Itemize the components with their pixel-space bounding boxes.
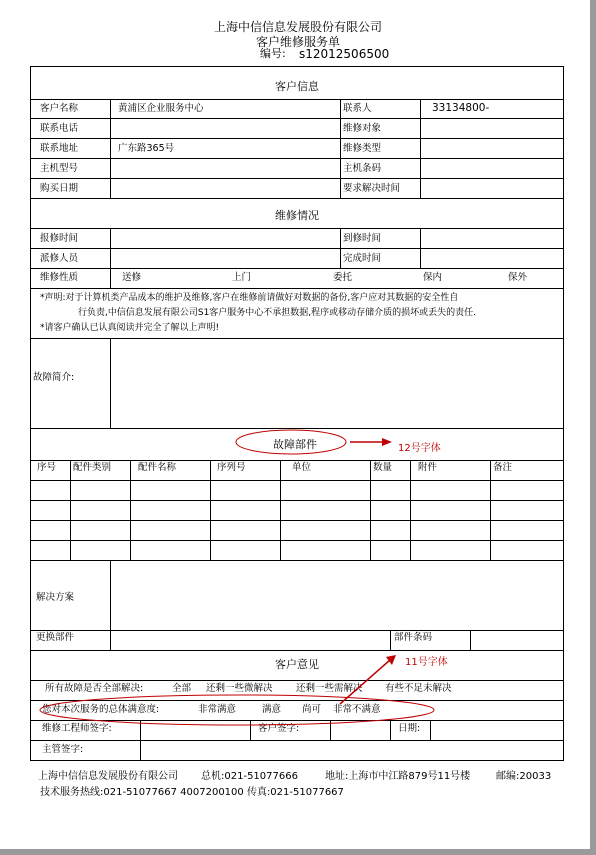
repair-status-heading: 维修情况 [275,209,319,222]
method-option-send[interactable]: 送修 [122,272,142,283]
customer-name-label: 客户名称 [40,103,79,114]
opinion-annotation: 11号字体 [405,657,448,668]
contact-value[interactable]: 33134800- [432,102,490,114]
replace-parts-label: 更换部件 [36,632,75,643]
report-time-label: 报修时间 [40,233,79,244]
page-shadow-bottom [0,849,590,855]
opinion-arrow [340,660,390,704]
resolution-option-unsolved[interactable]: 有些不足未解决 [385,683,452,694]
customer-info-heading: 客户信息 [275,80,319,93]
page-shadow-right [590,0,596,855]
fault-parts-annotation: 12号字体 [398,443,441,454]
resolution-question: 所有故障是否全部解决: [45,683,144,694]
arrive-time-label: 到修时间 [343,233,382,244]
parts-barcode-label: 部件条码 [394,632,433,643]
parts-col-name: 配件名称 [138,462,177,473]
customer-name-value[interactable]: 黄浦区企业服务中心 [118,103,204,114]
statement-line-2: 行负责,中信信息发展有限公司S1客户服务中心不承担数据,程序或移动存储介质的损坏或丢失的责任. [78,308,477,318]
repair-type-label: 维修类型 [343,143,382,154]
address-value[interactable]: 广东路365号 [118,143,175,154]
customer-sign-label: 客户签字: [258,723,300,734]
parts-col-attachment: 附件 [418,462,438,473]
footer-zip: 邮编:20033 [496,771,552,782]
satisfaction-option-bad[interactable]: 非常不满意 [333,704,381,715]
phone-label: 联系电话 [40,123,79,134]
engineer-sign-label: 维修工程师签字: [42,723,112,734]
address-label: 联系地址 [40,143,79,154]
satisfaction-option-ok[interactable]: 满意 [262,704,282,715]
statement-line-1: *声明:对于计算机类产品成本的维护及维修,客户在维修前请做好对数据的备份,客户应对其数据的安全性自 [40,293,459,303]
satisfaction-question: 您对本次服务的总体满意度: [42,704,160,715]
required-time-label: 要求解决时间 [343,183,401,194]
resolution-option-need[interactable]: 还剩一些需解决 [296,683,363,694]
resolution-option-all[interactable]: 全部 [172,683,192,694]
footer-address: 地址:上海市中江路879号11号楼 [325,771,471,782]
footer-hotline: 技术服务热线:021-51077667 4007200100 传真:021-51077667 [40,787,344,798]
purchase-date-label: 购买日期 [40,183,79,194]
parts-col-serial: 序列号 [217,462,246,473]
date-label: 日期: [398,723,421,734]
customer-opinion-heading: 客户意见 [275,658,319,671]
resolution-option-minor[interactable]: 还剩一些微解决 [206,683,273,694]
contact-label: 联系人 [343,103,372,114]
supervisor-sign-label: 主管签字: [42,744,84,755]
fault-intro-label: 故障简介: [33,372,75,383]
parts-col-unit: 单位 [292,462,312,473]
host-model-label: 主机型号 [40,163,79,174]
parts-col-remark: 备注 [493,462,513,473]
repair-method-label: 维修性质 [40,272,79,283]
form-title: 客户维修服务单 [255,35,340,49]
parts-col-index: 序号 [37,462,57,473]
fault-parts-heading: 故障部件 [273,438,317,451]
number-value: s12012506500 [299,47,390,61]
satisfaction-ellipse [40,695,434,725]
statement-line-3: *请客户确认已认真阅读并完全了解以上声明! [40,323,220,333]
satisfaction-option-fair[interactable]: 尚可 [302,704,322,715]
fault-parts-ellipse [236,430,346,454]
opinion-arrowhead [386,655,396,665]
footer-company: 上海中信信息发展股份有限公司 [38,771,178,782]
parts-col-category: 配件类别 [73,462,112,473]
dispatcher-label: 派修人员 [40,253,79,264]
repair-object-label: 维修对象 [343,123,382,134]
method-option-onsite[interactable]: 上门 [232,272,252,283]
method-option-out-warranty[interactable]: 保外 [508,272,528,283]
satisfaction-option-very[interactable]: 非常满意 [198,704,237,715]
number-label: 编号: [260,47,286,60]
parts-col-qty: 数量 [373,462,393,473]
method-option-entrust[interactable]: 委托 [333,272,353,283]
finish-time-label: 完成时间 [343,253,382,264]
company-title: 上海中信信息发展股份有限公司 [213,20,382,34]
method-option-in-warranty[interactable]: 保内 [423,272,443,283]
fault-parts-arrowhead [382,438,392,446]
footer-tel: 总机:021-51077666 [201,771,298,782]
host-barcode-label: 主机条码 [343,163,382,174]
solution-label: 解决方案 [36,592,75,603]
